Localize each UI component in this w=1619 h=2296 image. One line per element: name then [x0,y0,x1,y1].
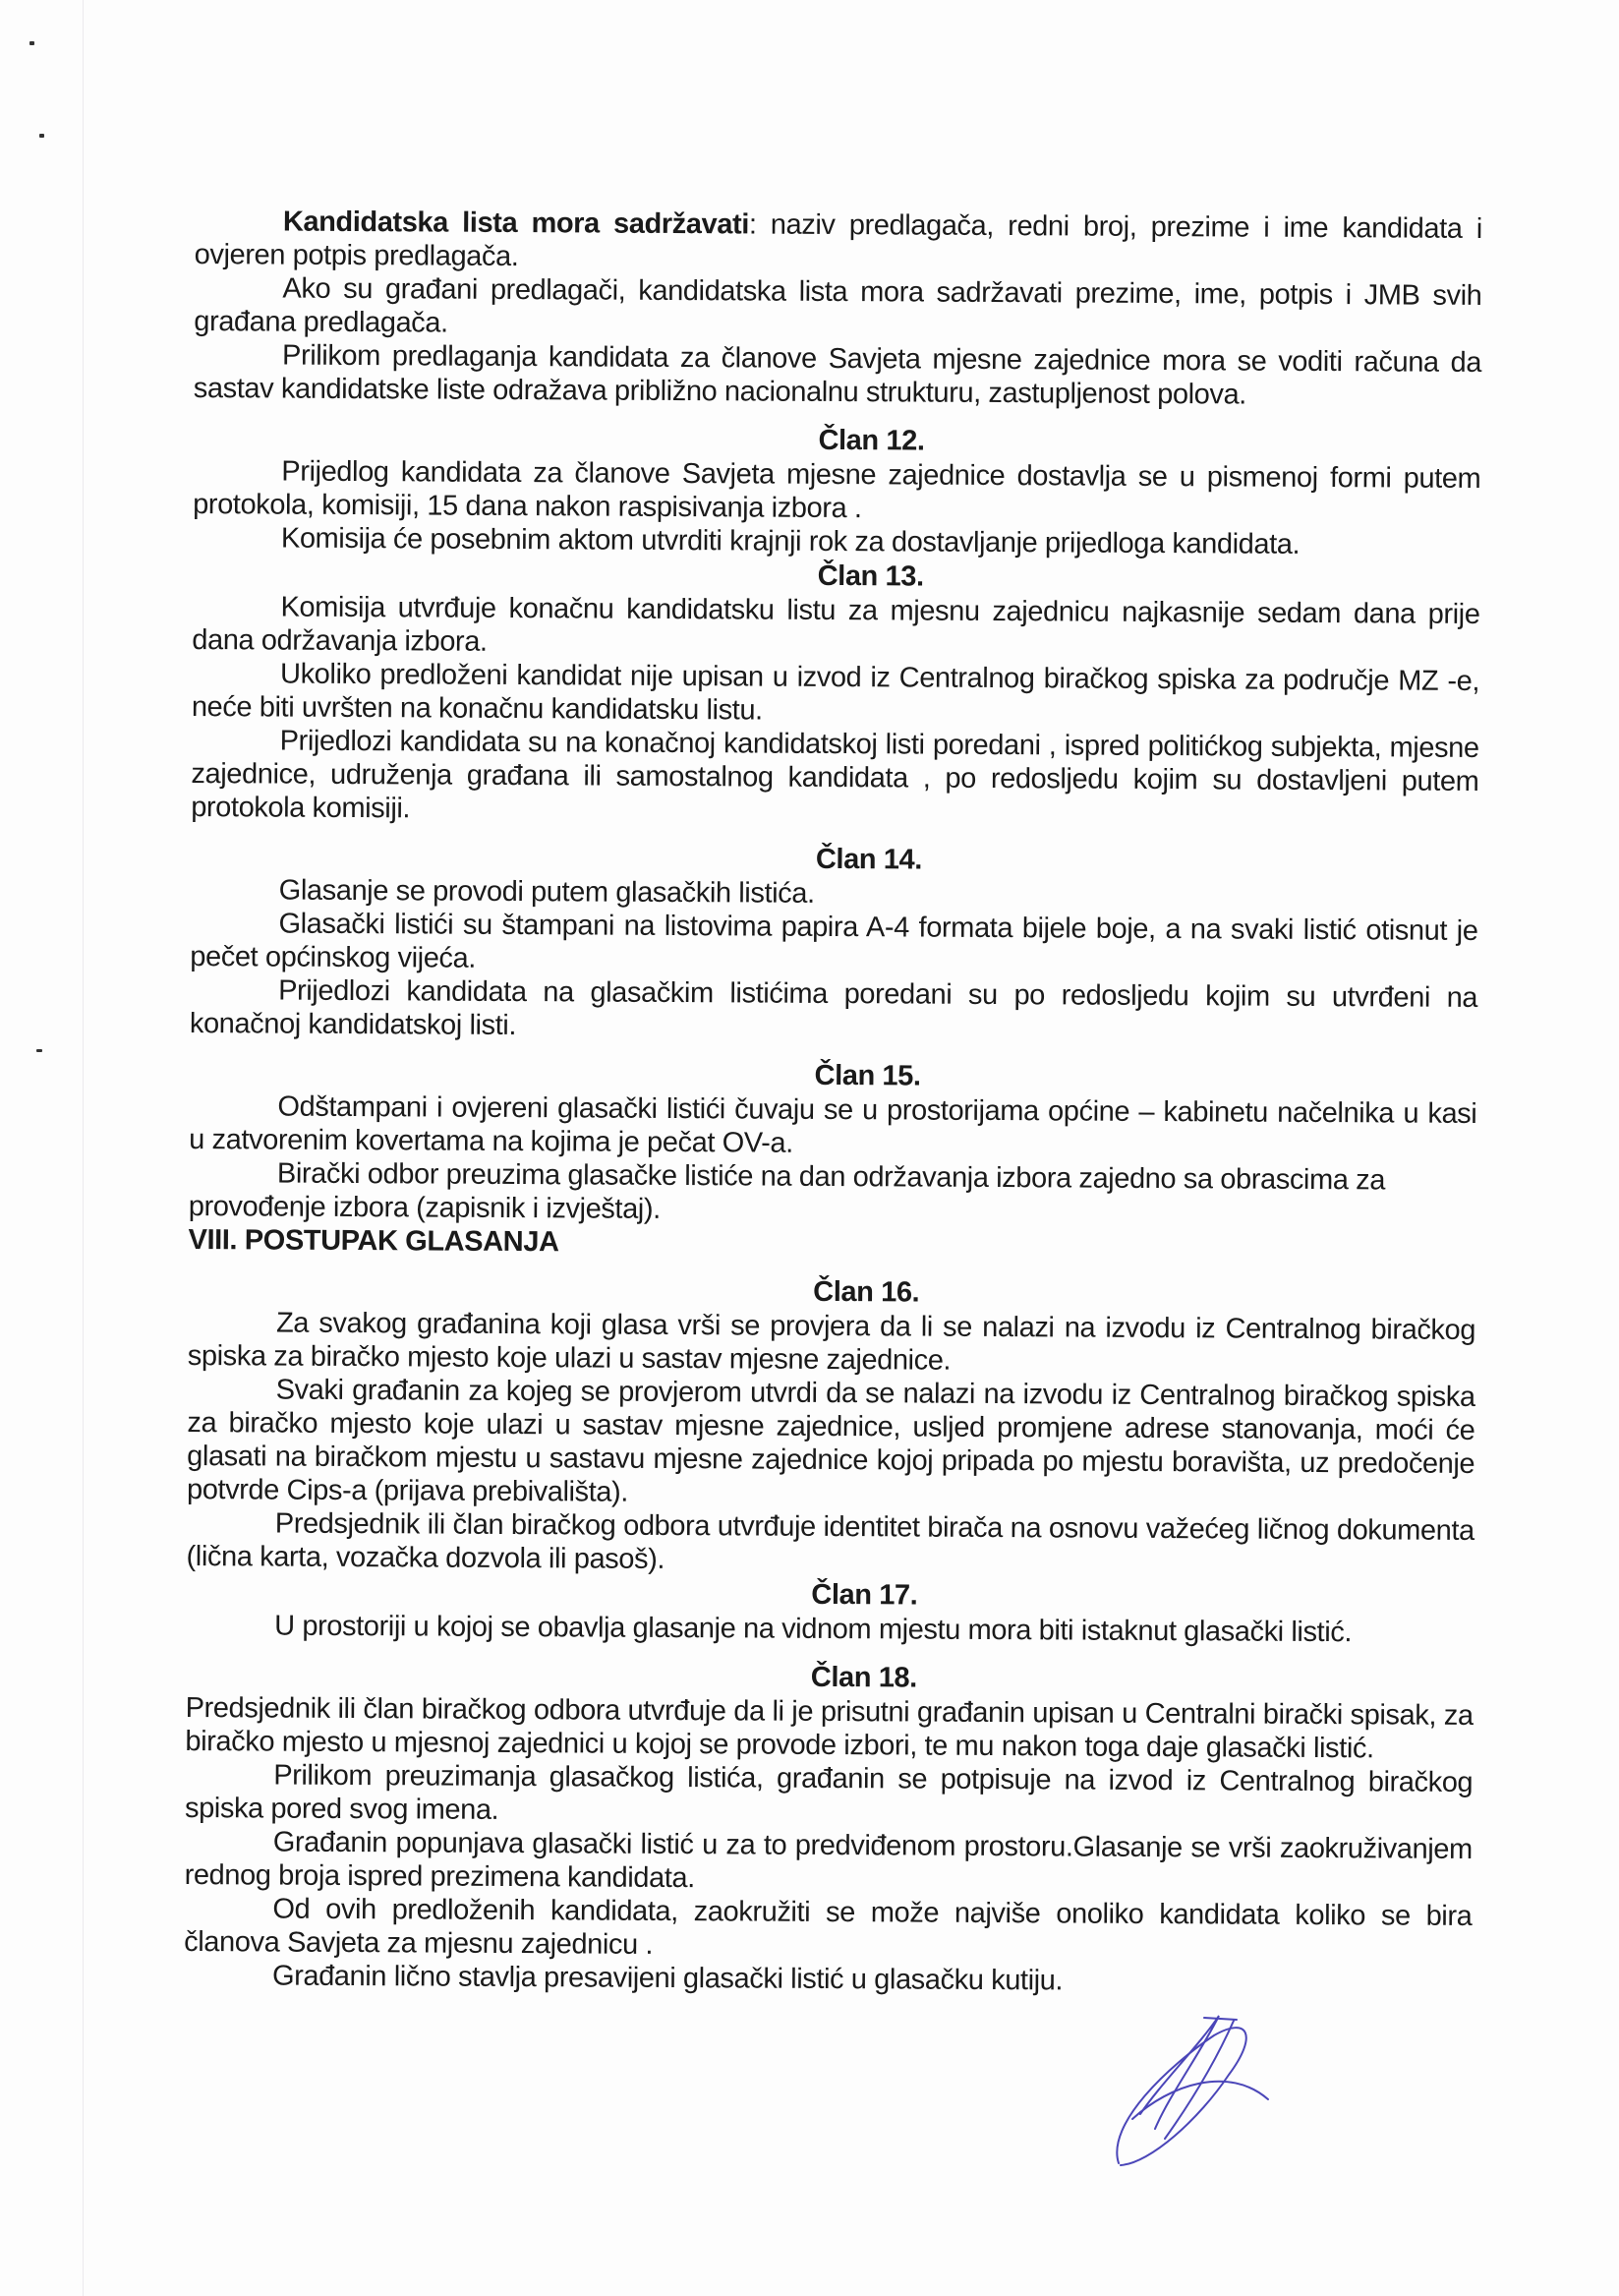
article-heading-15: Član 15. [814,1059,921,1092]
paragraph: Prijedlozi kandidata na glasačkim listićima poredani su po redosljedu kojim su utvrđeni na konačnoj kandidatskoj listi. [189,974,1478,1042]
paragraph: Komisija utvrđuje konačnu kandidatsku listu za mjesnu zajednicu najkasnije sedam dana prije dana održavanja izbora. [192,591,1480,658]
paragraph: U prostoriji u kojoj se obavlja glasanje na vidnom mjestu mora biti istaknut glasački listić. [274,1610,1353,1649]
paragraph-intro-2: Ako su građani predlagači, kandidatska lista mora sadržavati prezime, ime, potpis i JMB svih građana predlagača. [194,272,1482,339]
article-heading-14: Član 14. [815,843,923,876]
article-heading-13: Član 13. [817,559,924,593]
paragraph: Prilikom preuzimanja glasačkog listića, građanin se potpisuje na izvod iz Centralnog biračkog spiska pored svog imena. [184,1759,1474,1826]
document-body [184,205,1482,2000]
paragraph: Svaki građanin za kojeg se provjerom utvrdi da se nalazi na izvodu iz Centralnog biračkog spiska za biračko mjesto koje ulazi u sastav mjesne zajednice, usljed promjene adrese stanovanja, moći će glasati na biračkom mjestu u sastavu mjesne zajednice kojoj pripada po mjestu boravišta, uz predočenje potvrde Cips-a (prijava prebivališta). [186,1374,1475,1508]
paragraph-intro-1: Kandidatska lista mora sadržavati: naziv predlagača, redni broj, prezime i ime kandidata i ovjeren potpis predlagača. [194,206,1482,273]
paragraph: Glasački listići su štampani na listovima papira A-4 formata bijele boje, a na svaki listić otisnut je pečet općinskog vijeća. [190,908,1478,974]
scan-edge-line [83,0,84,2296]
paragraph: Prijedlozi kandidata su na konačnoj kandidatskoj listi poredani , ispred politićkog subjekta, mjesne zajednice, udruženja građana ili samostalnog kandidata , po redosljedu kojim su dostavljeni putem protokola komisiji. [191,725,1479,825]
paragraph: Prijedlog kandidata za članove Savjeta mjesne zajednice dostavlja se u pismenoj formi putem protokola, komisiji, 15 dana nakon raspisivanja izbora . [193,455,1481,525]
paragraph: Od ovih predloženih kandidata, zaokružiti se može najviše onoliko kandidata koliko se bira članova Savjeta za mjesnu zajednicu . [184,1893,1473,1961]
scan-speck [39,134,44,138]
signature-strokes [1117,2016,1268,2165]
paragraph: Za svakog građanina koji glasa vrši se provjera da li se nalazi na izvodu iz Centralnog biračkog spiska za biračko mjesto koje ulazi u sastav mjesne zajednice. [187,1307,1476,1377]
bold-lead: Kandidatska lista mora sadržavati [282,206,750,241]
paragraph: Odštampani i ovjereni glasački listići čuvaju se u prostorijama općine – kabinetu načelnika u kasi u zatvorenim kovertama na kojima je pečat OV-a. [189,1090,1477,1159]
article-heading-12: Član 12. [818,424,925,457]
section-heading-viii: VIII. POSTUPAK GLASANJA [188,1223,559,1259]
handwritten-signature [1111,2006,1278,2173]
paragraph: Ukoliko predloženi kandidat nije upisan u izvod iz Centralnog biračkog spiska za područje MZ -e, neće biti uvršten na konačnu kandidatsku listu. [191,658,1480,727]
article-heading-18: Član 18. [810,1661,917,1694]
scan-speck [29,41,34,45]
paragraph: Predsjednik ili član biračkog odbora utvrđuje da li je prisutni građanin upisan u Centralni birački spisak, za biračko mjesto u mjesnoj zajednici u kojoj se provode izbori, te mu nakon toga daje glasački listić. [185,1691,1474,1765]
paragraph: Građanin popunjava glasački listić u za to predviđenom prostoru.Glasanje se vrši zaokruživanjem rednog broja ispred prezimena kandidata. [184,1826,1473,1895]
paragraph: Predsjednik ili član biračkog odbora utvrđuje identitet birača na osnovu važećeg ličnog dokumenta (lična karta, vozačka dozvola ili pasoš). [186,1507,1474,1575]
paragraph: Komisija će posebnim aktom utvrditi krajnji rok za dostavljanje prijedloga kandidata. [280,522,1301,560]
article-heading-16: Član 16. [813,1275,920,1309]
paragraph: Građanin lično stavlja presavijeni glasački listić u glasačku kutiju. [271,1960,1064,1997]
paragraph: Birački odbor preuzima glasačke listiće na dan održavanja izbora zajedno sa obrascima za provođenje izbora (zapisnik i izvještaj). [188,1157,1386,1225]
paragraph-intro-3: Prilikom predlaganja kandidata za članove Savjeta mjesne zajednice mora se voditi računa da sastav kandidatske liste odražava približno nacionalnu strukturu, zastupljenost polova. [193,339,1482,411]
article-heading-17: Član 17. [811,1578,918,1612]
scan-speck [36,1049,42,1052]
paragraph: Glasanje se provodi putem glasačkih listića. [278,874,815,910]
